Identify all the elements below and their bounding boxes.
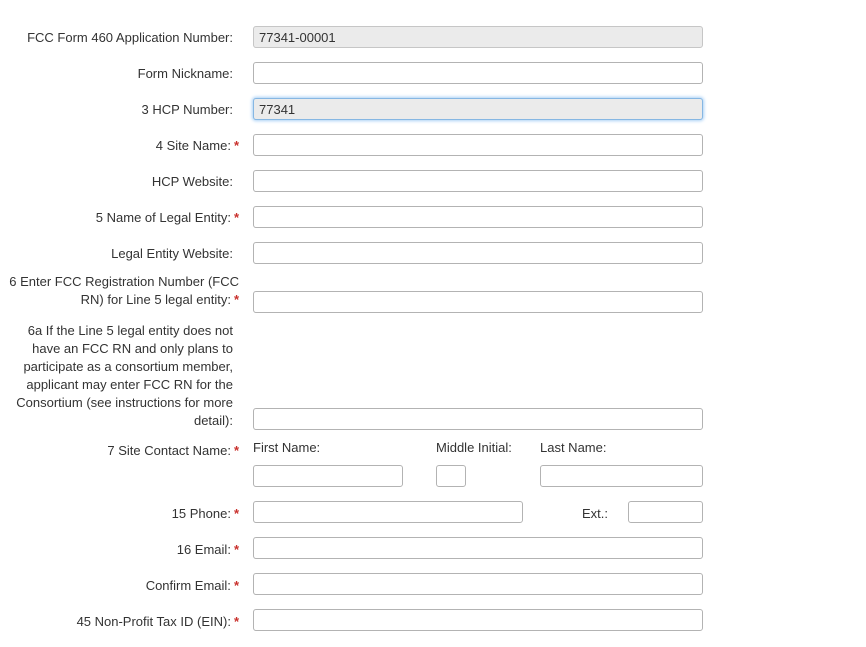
required-marker: * <box>233 614 239 629</box>
site-name-field[interactable] <box>253 134 703 156</box>
phone-label: 15 Phone: * <box>171 506 239 521</box>
ext-label: Ext.: <box>582 506 609 521</box>
site-contact-label: 7 Site Contact Name: * <box>107 443 239 458</box>
required-marker: * <box>233 210 239 225</box>
legal-entity-website-label: Legal Entity Website: <box>111 246 233 261</box>
hcp-number-label: 3 HCP Number: <box>141 102 233 117</box>
hcp-website-field[interactable] <box>253 170 703 192</box>
last-name-field[interactable] <box>540 465 703 487</box>
middle-initial-label: Middle Initial: <box>436 440 512 455</box>
nickname-label: Form Nickname: <box>137 66 233 81</box>
required-marker: * <box>233 506 239 521</box>
legal-entity-field[interactable] <box>253 206 703 228</box>
nickname-field[interactable] <box>253 62 703 84</box>
app-number-field[interactable] <box>253 26 703 48</box>
first-name-field[interactable] <box>253 465 403 487</box>
confirm-email-label: Confirm Email: * <box>145 578 239 593</box>
consortium-rn-label: 6a If the Line 5 legal entity does not have an FCC RN and only plans to participate as a consortium member, applicant may enter FCC RN for the Consortium (see instructions for more detail): <box>16 323 233 428</box>
middle-initial-field[interactable] <box>436 465 466 487</box>
legal-entity-website-field[interactable] <box>253 242 703 264</box>
last-name-label: Last Name: <box>540 440 607 455</box>
app-number-label: FCC Form 460 Application Number: <box>27 30 233 45</box>
required-marker: * <box>233 138 239 153</box>
ext-field[interactable] <box>628 501 703 523</box>
required-marker: * <box>233 578 239 593</box>
required-marker: * <box>233 443 239 458</box>
first-name-label: First Name: <box>253 440 321 455</box>
fcc-rn-field[interactable] <box>253 291 703 313</box>
required-marker: * <box>233 292 239 307</box>
confirm-email-field[interactable] <box>253 573 703 595</box>
phone-field[interactable] <box>253 501 523 523</box>
email-label: 16 Email: * <box>176 542 239 557</box>
required-marker: * <box>233 542 239 557</box>
hcp-website-label: HCP Website: <box>151 174 233 189</box>
ein-label: 45 Non-Profit Tax ID (EIN): * <box>76 614 239 629</box>
ein-field[interactable] <box>253 609 703 631</box>
hcp-number-field[interactable] <box>253 98 703 120</box>
site-name-label: 4 Site Name: * <box>155 138 239 153</box>
consortium-rn-field[interactable] <box>253 408 703 430</box>
legal-entity-label: 5 Name of Legal Entity: * <box>95 210 239 225</box>
email-field[interactable] <box>253 537 703 559</box>
fcc-rn-label: 6 Enter FCC Registration Number (FCC RN) for Line 5 legal entity: * <box>9 274 239 307</box>
